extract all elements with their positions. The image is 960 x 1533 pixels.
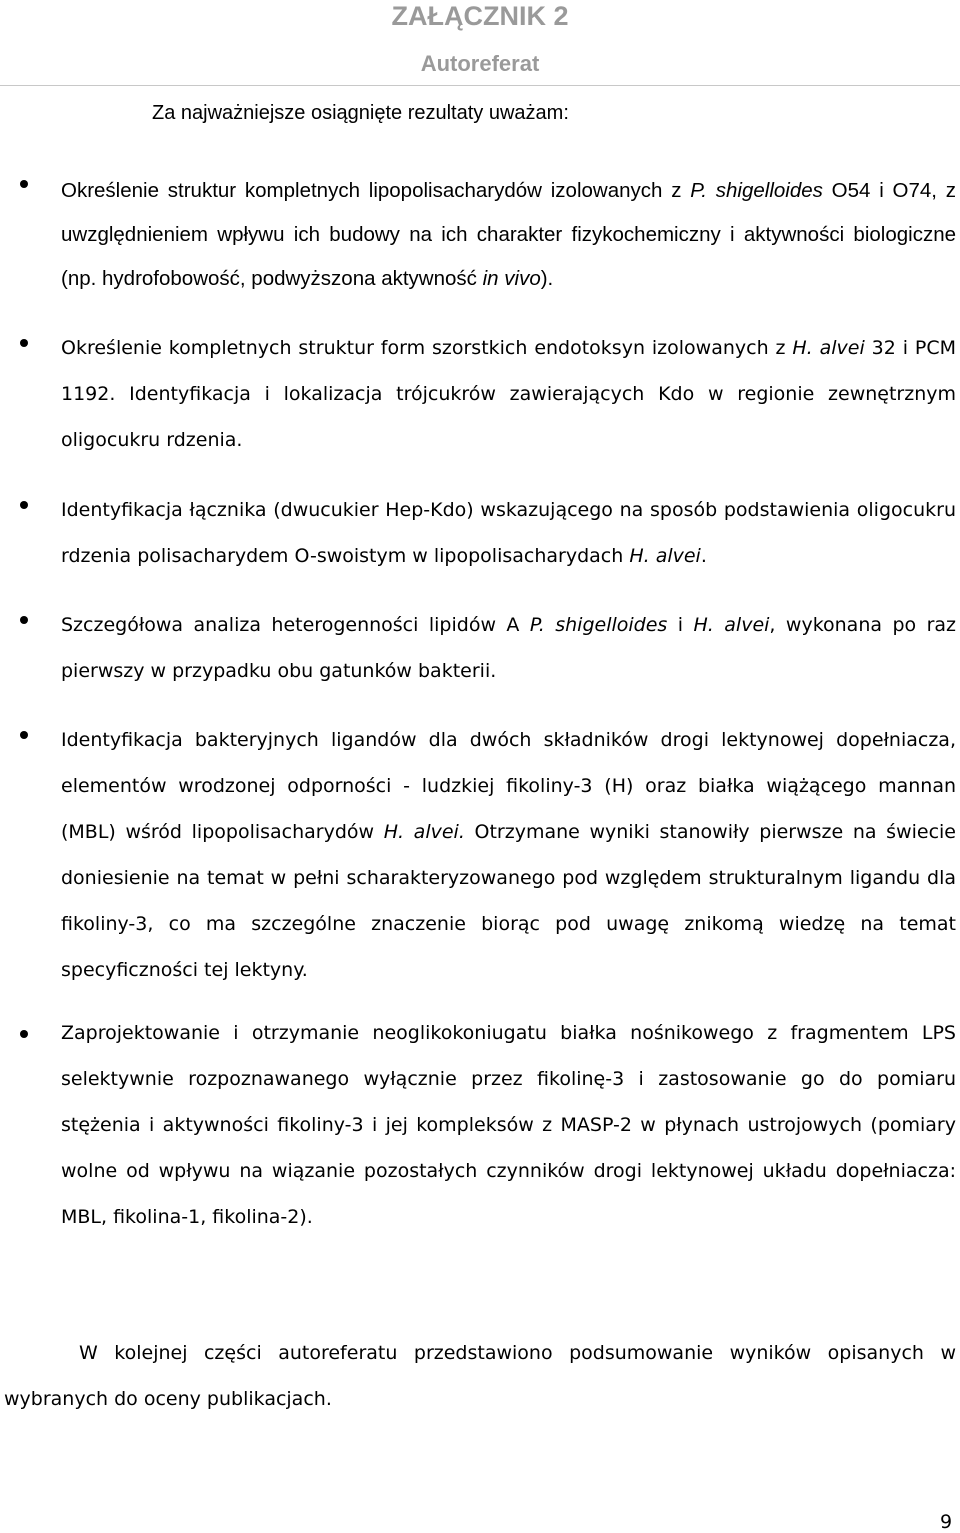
bullet-icon [20, 180, 28, 188]
item-text-segment: Identyfikacja bakteryjnych ligandów dla dwóch składników drogi lektynowej dopełniacza, elementów wrodzonej odporności - ludzkiej fikoliny-3 (H) oraz białka wiążącego mannan (MBL) wśród lipopolisacharydów [61, 729, 956, 843]
item-text-segment: , wykonana po raz pierwszy w przypadku obu gatunków bakterii. [61, 614, 957, 682]
list-item [61, 602, 956, 694]
bullet-icon [20, 339, 28, 347]
item-text-segment-italic: H. alvei [792, 337, 865, 359]
intro-text: Za najważniejsze osiągnięte rezultaty uważam: [152, 102, 569, 124]
list-item [61, 169, 956, 301]
bullet-icon [20, 1030, 28, 1038]
header-subtitle: Autoreferat [420, 51, 540, 76]
item-text-segment: O54 i O74, z uwzględnieniem wpływu ich budowy na ich charakter fizykochemiczny i aktywności biologiczne (np. hydrofobowość, podwyższona aktywność [61, 179, 957, 290]
item-text-segment: Identyfikacja łącznika (dwucukier Hep-Kdo) wskazującego na sposób podstawienia oligocukru rdzenia polisacharydem O-swoistym w lipopolisacharydach [61, 499, 956, 567]
header-divider [0, 85, 960, 86]
item-text-segment: ). [540, 267, 554, 290]
list-item [61, 717, 956, 993]
closing-paragraph: W kolejnej części autoreferatu przedstawiono podsumowanie wyników opisanych w wybranych do oceny publikacjach. [4, 1342, 956, 1410]
item-text-segment-italic: in vivo [482, 267, 541, 290]
item-text-segment: i [667, 614, 694, 636]
item-text-segment: Określenie kompletnych struktur form szorstkich endotoksyn izolowanych z [61, 337, 793, 359]
list-item [61, 325, 956, 463]
bullet-icon [20, 501, 28, 509]
item-text-segment-italic: H. alvei. [383, 821, 465, 843]
list-item [61, 1010, 956, 1240]
item-text-segment-italic: P. shigelloides [690, 179, 823, 202]
bullet-icon [20, 616, 28, 624]
item-text-segment: Otrzymane wyniki stanowiły pierwsze na świecie doniesienie na temat w pełni scharakteryzowanego pod względem strukturalnym ligandu dla fikoliny-3, co ma szczególne znaczenie biorąc pod uwagę znikomą wiedzę na temat specyficzności tej lektyny. [61, 821, 956, 981]
item-text-segment: Zaprojektowanie i otrzymanie neoglikokoniugatu białka nośnikowego z fragmentem LPS selektywnie rozpoznawanego wyłącznie przez fikolinę-3 i zastosowanie go do pomiaru stężenia i aktywności fikoliny-3 i jej kompleksów z MASP-2 w płynach ustrojowych (pomiary wolne od wpływu na wiązanie pozostałych czynników drogi lektynowej układu dopełniacza: MBL, fikolina-1, fikolina-2). [61, 1022, 956, 1228]
header-title: ZAŁĄCZNIK 2 [391, 1, 569, 31]
item-text-segment: Szczegółowa analiza heterogenności lipidów A [61, 614, 530, 636]
item-text-segment-italic: P. shigelloides [529, 614, 668, 636]
page-number: 9 [940, 1511, 953, 1533]
item-text-segment-italic: H. alvei [693, 614, 770, 636]
item-text-segment: 32 i PCM 1192. Identyfikacja i lokalizacja trójcukrów zawierających Kdo w regionie zewnętrznym oligocukru rdzenia. [61, 337, 956, 451]
item-text-segment: . [700, 545, 707, 567]
list-item [61, 487, 956, 579]
item-text-segment-italic: H. alvei [629, 545, 701, 567]
bullet-icon [20, 731, 28, 739]
item-text-segment: Określenie struktur kompletnych lipopolisacharydów izolowanych z [61, 179, 691, 202]
